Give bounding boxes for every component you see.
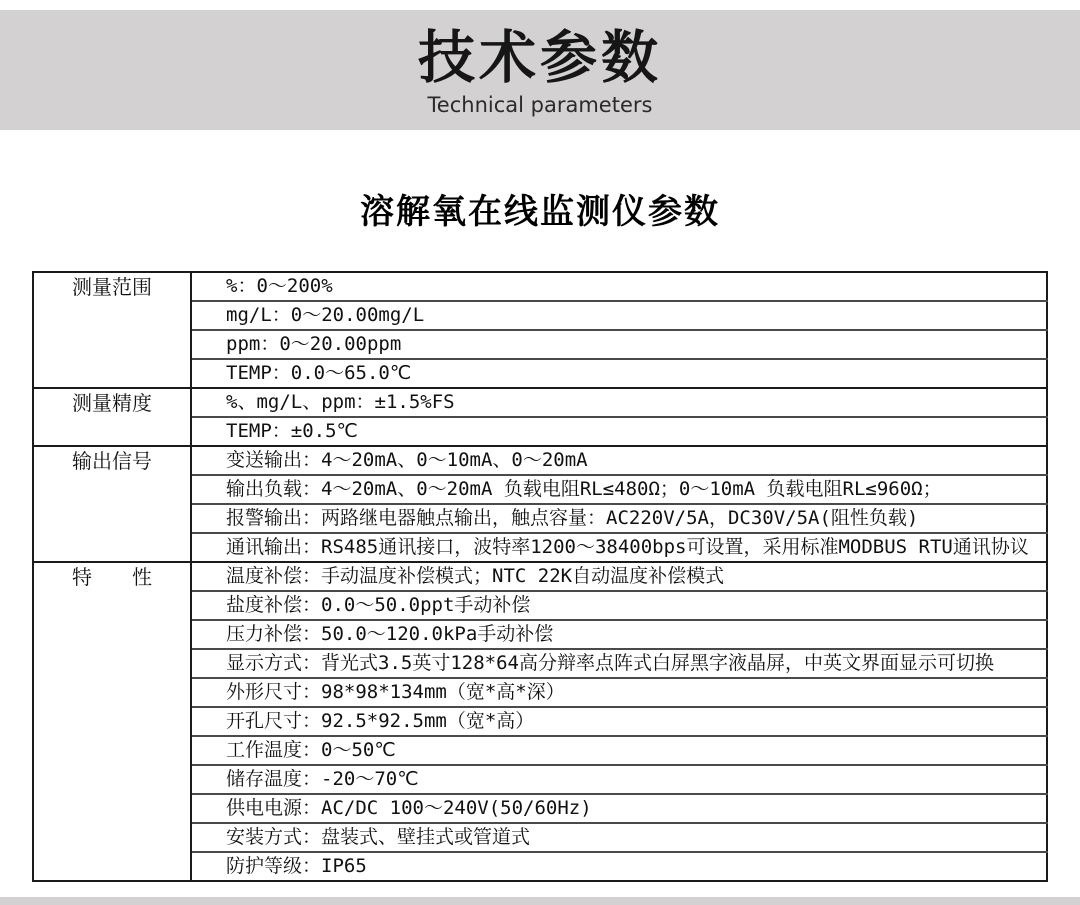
- page-subtitle: Technical parameters: [427, 93, 653, 117]
- param-value-cell: 盐度补偿：0.0～50.0ppt手动补偿: [191, 591, 1047, 620]
- param-value-cell: 输出负载：4～20mA、0～20mA 负载电阻RL≤480Ω；0～10mA 负载电阻RL≤960Ω；: [191, 475, 1047, 504]
- section-label-cell: 测量范围: [33, 272, 191, 388]
- param-value-cell: 安装方式：盘装式、壁挂式或管道式: [191, 823, 1047, 852]
- table-row: [33, 562, 1047, 591]
- param-value-cell: 报警输出：两路继电器触点输出，触点容量：AC220V/5A，DC30V/5A(阻性负载): [191, 504, 1047, 533]
- param-value-cell: 储存温度：-20～70℃: [191, 765, 1047, 794]
- param-value-cell: 压力补偿：50.0～120.0kPa手动补偿: [191, 620, 1047, 649]
- product-parameters-heading: 溶解氧在线监测仪参数: [360, 192, 720, 232]
- param-value-cell: 温度补偿：手动温度补偿模式；NTC 22K自动温度补偿模式: [191, 562, 1047, 591]
- param-value-cell: %、mg/L、ppm：±1.5%FS: [191, 388, 1047, 417]
- param-value-cell: 防护等级：IP65: [191, 852, 1047, 881]
- section-label-cell: 测量精度: [33, 388, 191, 446]
- param-value-cell: TEMP：±0.5℃: [191, 417, 1047, 446]
- param-value-cell: 显示方式：背光式3.5英寸128*64高分辩率点阵式白屏黑字液晶屏，中英文界面显示可切换: [191, 649, 1047, 678]
- param-value-cell: 通讯输出：RS485通讯接口，波特率1200～38400bps可设置，采用标准MODBUS RTU通讯协议: [191, 533, 1047, 562]
- param-value-cell: ppm：0～20.00ppm: [191, 330, 1047, 359]
- table-row: [33, 446, 1047, 475]
- table-row: [33, 272, 1047, 301]
- parameters-table: [32, 271, 1048, 882]
- section-label-cell: 特 性: [33, 562, 191, 881]
- param-value-cell: 变送输出：4～20mA、0～10mA、0～20mA: [191, 446, 1047, 475]
- param-value-cell: 开孔尺寸：92.5*92.5mm（宽*高）: [191, 707, 1047, 736]
- parameters-table-body: [33, 272, 1047, 881]
- header-banner: [0, 10, 1080, 130]
- section-label-cell: 输出信号: [33, 446, 191, 562]
- param-value-cell: TEMP：0.0～65.0℃: [191, 359, 1047, 388]
- table-row: [33, 388, 1047, 417]
- param-value-cell: 供电电源：AC/DC 100～240V(50/60Hz): [191, 794, 1047, 823]
- page-title: 技术参数: [418, 25, 662, 91]
- param-value-cell: mg/L：0～20.00mg/L: [191, 301, 1047, 330]
- param-value-cell: 工作温度：0～50℃: [191, 736, 1047, 765]
- param-value-cell: 外形尺寸：98*98*134mm（宽*高*深）: [191, 678, 1047, 707]
- footer-bar: [0, 897, 1080, 905]
- param-value-cell: %：0～200%: [191, 272, 1047, 301]
